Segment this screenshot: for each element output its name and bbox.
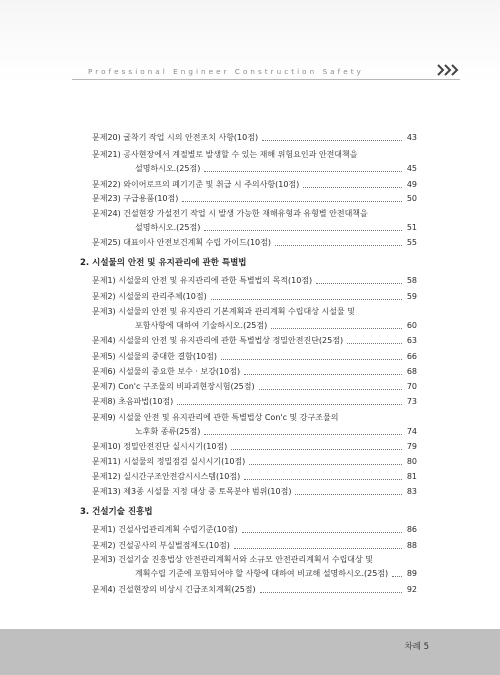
toc-page-number: 89: [406, 569, 417, 578]
leader-dots: [347, 343, 402, 344]
toc-entry[interactable]: [92, 487, 417, 497]
toc-page-number: 60: [406, 321, 417, 330]
toc-entry[interactable]: [92, 442, 417, 452]
toc-page-number: 73: [406, 397, 417, 406]
leader-dots: [260, 592, 402, 593]
leader-dots: [221, 359, 402, 360]
toc-entry-title: 문제24) 건설현장 가설전기 작업 시 발생 가능한 재해유형과 유형별 안전대책을: [92, 209, 368, 218]
toc-entry-continuation[interactable]: [135, 321, 417, 331]
toc-page-number: 59: [406, 292, 417, 301]
leader-dots: [271, 328, 402, 329]
page-footer-label: 차례 5: [404, 642, 429, 652]
toc-entry-title: 문제1) 건설사업관리계획 수립기준(10점): [92, 525, 238, 534]
toc-page-number: 51: [406, 223, 417, 232]
toc-entry-title-cont: 포함사항에 대하여 기술하시오.(25점): [135, 321, 268, 330]
toc-page-number: 80: [406, 457, 417, 466]
toc-entry[interactable]: [92, 525, 417, 535]
toc-entry-title: 문제1) 시설물의 안전 및 유지관리에 관한 특별법의 목적(10점): [92, 276, 313, 285]
toc-entry-title: 문제2) 건설공사의 부실벌점제도(10점): [92, 541, 230, 550]
toc-entry-title: 문제13) 제3종 시설물 지정 대상 중 토목분야 범위(10점): [92, 487, 292, 496]
leader-dots: [204, 171, 402, 172]
toc-entry[interactable]: [92, 397, 417, 407]
toc-entry-title: 문제12) 실시간구조안전감시시스템(10점): [92, 472, 241, 481]
leader-dots: [262, 140, 402, 141]
toc-entry[interactable]: [92, 555, 417, 565]
leader-dots: [234, 548, 402, 549]
leader-dots: [177, 404, 402, 405]
toc-page-number: 83: [406, 487, 417, 496]
page-footer-band: [0, 629, 500, 675]
toc-page-number: 68: [406, 367, 417, 376]
toc-entry[interactable]: [92, 472, 417, 482]
toc-page-number: 66: [406, 352, 417, 361]
toc-entry[interactable]: [92, 276, 417, 286]
toc-entry-title-cont: 계획수립 기준에 포함되어야 할 사항에 대하여 비교해 설명하시오.(25점): [135, 569, 389, 578]
leader-dots: [204, 230, 402, 231]
toc-page-number: 50: [406, 194, 417, 203]
toc-entry-title: 문제10) 정밀안전진단 실시시기(10점): [92, 442, 228, 451]
toc-entry-title: 문제4) 건설현장의 비상시 긴급조치계획(25점): [92, 585, 256, 594]
toc-entry-title: 문제2) 시설물의 관리주체(10점): [92, 292, 207, 301]
leader-dots: [242, 532, 402, 533]
leader-dots: [204, 434, 402, 435]
toc-entry[interactable]: [92, 180, 417, 190]
leader-dots: [249, 464, 402, 465]
toc-entry-title: 문제9) 시설물 안전 및 유지관리에 관한 특별법상 Con'c 및 강구조물의: [92, 413, 339, 422]
toc-entry-title: 문제22) 와이어로프의 폐기기준 및 취급 시 주의사항(10점): [92, 180, 300, 189]
toc-entry[interactable]: [92, 367, 417, 377]
toc-entry-continuation[interactable]: [135, 164, 417, 174]
toc-page-number: 45: [406, 164, 417, 173]
toc-entry[interactable]: [92, 194, 417, 204]
toc-page-number: 58: [406, 276, 417, 285]
toc-entry-title: 문제20) 굴착기 작업 시의 안전조치 사항(10점): [92, 133, 259, 142]
leader-dots: [231, 449, 402, 450]
toc-page-number: 55: [406, 238, 417, 247]
toc-entry-continuation[interactable]: [135, 427, 417, 437]
leader-dots: [275, 245, 402, 246]
toc-entry[interactable]: [92, 382, 417, 392]
toc-entry-title: 문제23) 구급용품(10점): [92, 194, 179, 203]
toc-page-number: 43: [406, 133, 417, 142]
toc-page-number: 81: [406, 472, 417, 481]
toc-page-number: 70: [406, 382, 417, 391]
toc-entry-title: 문제21) 공사현장에서 계절별로 발생할 수 있는 재해 위험요인과 안전대책을: [92, 150, 358, 159]
toc-entry[interactable]: [92, 541, 417, 551]
header-title: Professional Engineer Construction Safety: [88, 67, 364, 76]
toc-entry[interactable]: [92, 352, 417, 362]
toc-page-number: 88: [406, 541, 417, 550]
leader-dots: [244, 374, 402, 375]
toc-entry-title: 문제5) 시설물의 중대한 결함(10점): [92, 352, 217, 361]
toc-entry[interactable]: [92, 413, 417, 423]
leader-dots: [303, 187, 402, 188]
toc-entry-continuation[interactable]: [135, 569, 417, 579]
toc-entry-title: 문제4) 시설물의 안전 및 유지관리에 관한 특별법상 정밀안전진단(25점): [92, 336, 344, 345]
leader-dots: [316, 283, 402, 284]
toc-entry-continuation[interactable]: [135, 223, 417, 233]
toc-entry-title-cont: 설명하시오.(25점): [135, 164, 201, 173]
toc-entry[interactable]: [92, 150, 417, 160]
leader-dots: [182, 201, 402, 202]
toc-entry[interactable]: [92, 336, 417, 346]
toc-entry[interactable]: [92, 209, 417, 219]
leader-dots: [392, 576, 402, 577]
toc-entry-title: 문제3) 시설물의 안전 및 유지관리 기본계획과 관리계획 수립대상 시설물 및: [92, 307, 355, 316]
toc-entry[interactable]: [92, 292, 417, 302]
toc-entry-title: 문제3) 건설기술 진흥법상 안전관리계획서와 소규모 안전관리계획서 수립대상 및: [92, 555, 374, 564]
toc-page-number: 86: [406, 525, 417, 534]
toc-entry-title: 문제8) 초음파법(10점): [92, 397, 174, 406]
toc-entry-title: 문제25) 대표이사 안전보건계획 수립 가이드(10점): [92, 238, 271, 247]
leader-dots: [259, 389, 402, 390]
toc-page-number: 79: [406, 442, 417, 451]
leader-dots: [295, 494, 402, 495]
toc-page-number: 74: [406, 427, 417, 436]
toc-page-number: 49: [406, 180, 417, 189]
toc-entry[interactable]: [92, 133, 417, 143]
toc-entry-title-cont: 노후화 종류(25점): [135, 427, 201, 436]
section-heading: 3. 건설기술 진흥법: [80, 507, 153, 517]
toc-entry[interactable]: [92, 457, 417, 467]
toc-page-number: 92: [406, 585, 417, 594]
toc-entry[interactable]: [92, 585, 417, 595]
toc-entry[interactable]: [92, 307, 417, 317]
toc-entry-title: 문제6) 시설물의 중요한 보수 · 보강(10점): [92, 367, 241, 376]
toc-page-number: 63: [406, 336, 417, 345]
toc-entry-title: 문제11) 시설물의 정밀점검 실시시기(10점): [92, 457, 246, 466]
toc-entry[interactable]: [92, 238, 417, 248]
toc-entry-title-cont: 설명하시오.(25점): [135, 223, 201, 232]
section-heading: 2. 시설물의 안전 및 유지관리에 관한 특별법: [80, 258, 247, 268]
leader-dots: [211, 299, 402, 300]
toc-entry-title: 문제7) Con'c 구조물의 비파괴현장시험(25점): [92, 382, 255, 391]
leader-dots: [244, 479, 402, 480]
